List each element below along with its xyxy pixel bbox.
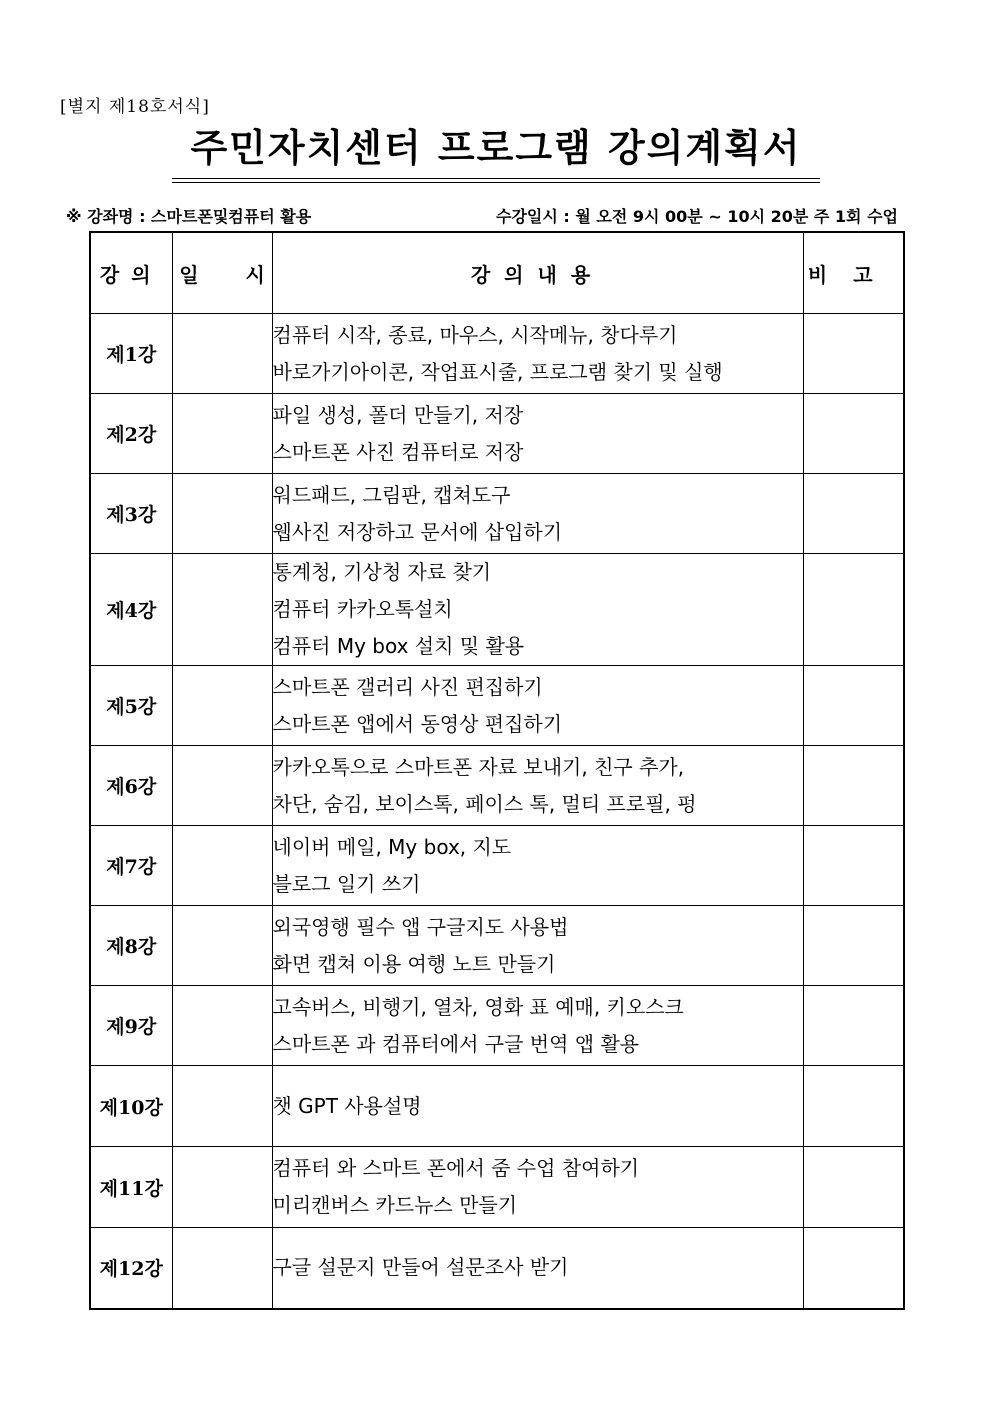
lecture-date-cell xyxy=(172,906,272,986)
content-line: 스마트폰 사진 컴퓨터로 저장 xyxy=(272,439,524,464)
table-row xyxy=(90,1228,904,1309)
content-line: 미리캔버스 카드뉴스 만들기 xyxy=(272,1193,518,1217)
lecture-note-cell xyxy=(803,474,904,554)
table-row xyxy=(90,906,904,986)
lecture-date-cell xyxy=(172,1147,272,1228)
content-line: 스마트폰 갤러리 사진 편집하기 xyxy=(272,674,543,699)
lecture-number: 제5강 xyxy=(90,666,172,746)
content-line: 컴퓨터 와 스마트 폰에서 줌 수업 참여하기 xyxy=(272,1156,640,1180)
content-line: 워드패드, 그림판, 캡쳐도구 xyxy=(272,482,511,507)
lecture-plan-table xyxy=(89,231,905,1310)
lecture-date-cell xyxy=(172,666,272,746)
table-row xyxy=(90,314,904,394)
lecture-note-cell xyxy=(803,906,904,986)
lecture-date-cell xyxy=(172,1066,272,1147)
header-date: 일 시 xyxy=(172,232,272,314)
document-title: 주민자치센터 프로그램 강의계획서 xyxy=(190,126,802,170)
content-line: 바로가기아이콘, 작업표시줄, 프로그램 찾기 및 실행 xyxy=(272,359,723,384)
content-line: 화면 캡쳐 이용 여행 노트 만들기 xyxy=(272,951,556,976)
lecture-date-cell xyxy=(172,746,272,826)
lecture-date-cell xyxy=(172,394,272,474)
lecture-content-cell xyxy=(272,666,803,746)
lecture-number: 제12강 xyxy=(90,1228,172,1309)
content-line: 챗 GPT 사용설명 xyxy=(272,1093,422,1118)
lecture-note-cell xyxy=(803,394,904,474)
table-row xyxy=(90,826,904,906)
course-name: ※ 강좌명 : 스마트폰및컴퓨터 활용 xyxy=(66,207,312,226)
table-row xyxy=(90,1147,904,1228)
content-line: 외국영행 필수 앱 구글지도 사용법 xyxy=(272,914,569,939)
lecture-date-cell xyxy=(172,554,272,666)
lecture-content-cell xyxy=(272,474,803,554)
course-schedule: 수강일시 : 월 오전 9시 00분 ~ 10시 20분 주 1회 수업 xyxy=(496,207,898,226)
lecture-number: 제11강 xyxy=(90,1147,172,1228)
header-lecture: 강의 xyxy=(90,232,172,314)
content-line: 차단, 숨김, 보이스톡, 페이스 톡, 멀티 프로필, 펑 xyxy=(272,791,697,816)
content-line: 컴퓨터 카카오톡설치 xyxy=(272,597,453,621)
lecture-number: 제6강 xyxy=(90,746,172,826)
table-row xyxy=(90,986,904,1066)
lecture-date-cell xyxy=(172,474,272,554)
table-row xyxy=(90,666,904,746)
lecture-date-cell xyxy=(172,826,272,906)
lecture-number: 제4강 xyxy=(90,554,172,666)
lecture-note-cell xyxy=(803,666,904,746)
title-block xyxy=(172,120,820,183)
lecture-note-cell xyxy=(803,746,904,826)
content-line: 웹사진 저장하고 문서에 삽입하기 xyxy=(272,519,563,544)
header-content: 강의내용 xyxy=(272,232,803,314)
content-line: 카카오톡으로 스마트폰 자료 보내기, 친구 추가, xyxy=(272,754,685,779)
lecture-date-cell xyxy=(172,314,272,394)
content-line: 구글 설문지 만들어 설문조사 받기 xyxy=(272,1255,569,1280)
table-row xyxy=(90,394,904,474)
table-row xyxy=(90,1066,904,1147)
lecture-content-cell xyxy=(272,554,803,666)
title-underline-double xyxy=(172,182,820,183)
lecture-content-cell xyxy=(272,826,803,906)
lecture-number: 제7강 xyxy=(90,826,172,906)
table-body xyxy=(90,314,904,1309)
lecture-number: 제2강 xyxy=(90,394,172,474)
lecture-note-cell xyxy=(803,314,904,394)
lecture-content-cell xyxy=(272,746,803,826)
lecture-number: 제3강 xyxy=(90,474,172,554)
content-line: 컴퓨터 My box 설치 및 활용 xyxy=(272,634,525,658)
lecture-note-cell xyxy=(803,1228,904,1309)
lecture-number: 제1강 xyxy=(90,314,172,394)
table-row xyxy=(90,746,904,826)
content-line: 파일 생성, 폴더 만들기, 저장 xyxy=(272,402,524,427)
content-line: 통계청, 기상청 자료 찾기 xyxy=(272,560,492,584)
lecture-date-cell xyxy=(172,986,272,1066)
lecture-content-cell xyxy=(272,1147,803,1228)
lecture-content-cell xyxy=(272,314,803,394)
lecture-number: 제10강 xyxy=(90,1066,172,1147)
content-line: 컴퓨터 시작, 종료, 마우스, 시작메뉴, 창다루기 xyxy=(272,322,678,347)
lecture-content-cell xyxy=(272,1066,803,1147)
title-underline xyxy=(172,178,820,179)
table-row xyxy=(90,474,904,554)
lecture-content-cell xyxy=(272,906,803,986)
lecture-note-cell xyxy=(803,986,904,1066)
lecture-number: 제8강 xyxy=(90,906,172,986)
form-number: [별지 제18호서식] xyxy=(60,97,210,117)
lecture-content-cell xyxy=(272,1228,803,1309)
header-note: 비고 xyxy=(803,232,904,314)
lecture-note-cell xyxy=(803,1066,904,1147)
lecture-number: 제9강 xyxy=(90,986,172,1066)
lecture-note-cell xyxy=(803,826,904,906)
lecture-note-cell xyxy=(803,1147,904,1228)
content-line: 고속버스, 비행기, 열차, 영화 표 예매, 키오스크 xyxy=(272,994,684,1019)
content-line: 스마트폰 과 컴퓨터에서 구글 번역 앱 활용 xyxy=(272,1031,640,1056)
lecture-content-cell xyxy=(272,394,803,474)
lecture-content-cell xyxy=(272,986,803,1066)
content-line: 블로그 일기 쓰기 xyxy=(272,871,421,896)
table-row xyxy=(90,554,904,666)
table-header-row xyxy=(90,232,904,314)
lecture-date-cell xyxy=(172,1228,272,1309)
lecture-note-cell xyxy=(803,554,904,666)
content-line: 네이버 메일, My box, 지도 xyxy=(272,834,512,859)
content-line: 스마트폰 앱에서 동영상 편집하기 xyxy=(272,711,563,736)
